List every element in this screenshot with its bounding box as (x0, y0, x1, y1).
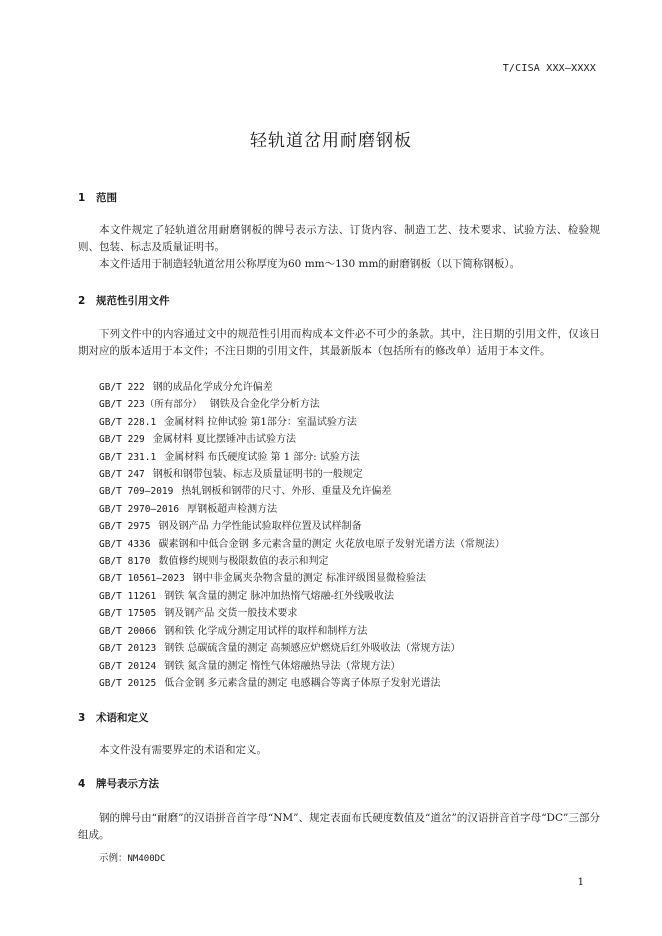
reference-code: GB/T 10561—2023 (99, 573, 185, 585)
reference-code: GB/T 247 (99, 469, 145, 481)
reference-item (99, 553, 505, 570)
reference-item (99, 623, 505, 640)
reference-code: GB/T 20125 (99, 677, 157, 689)
reference-item (99, 675, 505, 692)
reference-code: GB/T 2975 (99, 521, 151, 533)
reference-code: GB/T 20066 (99, 625, 157, 637)
section-title: 范围 (96, 192, 117, 204)
normative-reference-list (99, 379, 505, 692)
section-1-heading (78, 190, 117, 205)
section-number: 3 (78, 712, 86, 724)
reference-item (99, 431, 505, 448)
reference-code: GB/T 231.1 (99, 451, 157, 463)
document-title: 轻轨道岔用耐磨钢板 (250, 131, 412, 151)
section-number: 1 (78, 192, 86, 204)
reference-item (99, 640, 505, 657)
reference-code: GB/T 8170 (99, 556, 151, 568)
reference-title: 金属材料 拉伸试验 第1部分：室温试验方法 (164, 416, 357, 428)
document-code: T/CISA XXX—XXXX (502, 63, 596, 74)
reference-item (99, 449, 505, 466)
reference-title: 低合金钢 多元素含量的测定 电感耦合等离子体原子发射光谱法 (164, 677, 441, 689)
example-value: NM400DC (127, 854, 166, 864)
reference-item (99, 414, 505, 431)
reference-item (99, 588, 505, 605)
section-3-heading (78, 710, 149, 725)
reference-item (99, 658, 505, 675)
reference-item (99, 379, 505, 396)
reference-code: GB/T 2970—2016 (99, 503, 180, 515)
reference-code: GB/T 20123 (99, 643, 157, 655)
section-4-paragraph-1: 钢的牌号由“耐磨”的汉语拼音首字母“NM”、规定表面布氏硬度数值及“道岔”的汉语拼音首字母“DC”三部分组成。 (78, 812, 600, 841)
reference-title: 厚钢板超声检测方法 (187, 503, 278, 515)
section-number: 2 (78, 295, 86, 307)
reference-title: 钢铁 总碳硫含量的测定 高频感应炉燃烧后红外吸收法（常规方法） (164, 643, 461, 655)
page-number: 1 (577, 877, 584, 888)
reference-item (99, 570, 505, 587)
section-title: 规范性引用文件 (96, 295, 170, 307)
reference-title: 钢中非金属夹杂物含量的测定 标准评级图显微检验法 (192, 573, 426, 585)
reference-code: GB/T 11261 (99, 590, 157, 602)
reference-title: 钢板和钢带包装、标志及质量证明书的一般规定 (152, 469, 363, 481)
section-3-paragraph-1: 本文件没有需要界定的术语和定义。 (99, 744, 267, 756)
reference-title: 钢铁 氮含量的测定 惰性气体熔融热导法（常规方法） (164, 660, 401, 672)
reference-code: GB/T 222 (99, 382, 145, 393)
reference-code: GB/T 229 (99, 434, 145, 446)
reference-title: 金属材料 夏比摆锤冲击试验方法 (152, 434, 296, 446)
section-number: 4 (78, 778, 86, 790)
example-line (99, 850, 165, 864)
reference-title: 钢铁 氧含量的测定 脉冲加热惰气熔融-红外线吸收法 (164, 590, 394, 602)
reference-title: 钢的成品化学成分允许偏差 (152, 382, 273, 393)
section-title: 术语和定义 (96, 712, 149, 724)
reference-title: 碳素钢和中低合金钢 多元素含量的测定 火花放电原子发射光谱方法（常规法） (158, 538, 505, 550)
reference-title: 钢铁及合金化学分析方法 (209, 399, 320, 411)
section-2-paragraph-1: 下列文件中的内容通过文中的规范性引用而构成本文件必不可少的条款。其中，注日期的引用文件，仅该日期对应的版本适用于本文件；不注日期的引用文件，其最新版本（包括所有的修改单）适用于本文件。 (78, 328, 600, 357)
reference-code: GB/T 228.1 (99, 416, 157, 428)
reference-title: 钢及钢产品 力学性能试验取样位置及试样制备 (158, 521, 362, 533)
reference-title: 数值修约规则与极限数值的表示和判定 (158, 556, 329, 568)
reference-title: 热轧钢板和钢带的尺寸、外形、重量及允许偏差 (181, 486, 392, 498)
section-title: 牌号表示方法 (96, 778, 159, 790)
reference-item (99, 605, 505, 622)
reference-title: 钢和铁 化学成分测定用试样的取样和制样方法 (164, 625, 368, 637)
example-label: 示例： (99, 853, 128, 864)
reference-item (99, 536, 505, 553)
section-1-paragraph-2: 本文件适用于制造轻轨道岔用公称厚度为60 mm～130 mm的耐磨钢板（以下简称钢板）。 (99, 258, 521, 270)
reference-code: GB/T 17505 (99, 608, 157, 620)
section-4-heading (78, 776, 159, 791)
reference-item (99, 483, 505, 500)
section-1-paragraph-1: 本文件规定了轻轨道岔用耐磨钢板的牌号表示方法、订货内容、制造工艺、技术要求、试验方法、检验规则、包装、标志及质量证明书。 (78, 224, 600, 253)
reference-code: GB/T 223（所有部分） (99, 399, 202, 411)
reference-item (99, 518, 505, 535)
reference-code: GB/T 20124 (99, 660, 157, 672)
reference-code: GB/T 4336 (99, 538, 151, 550)
reference-item (99, 501, 505, 518)
reference-item (99, 466, 505, 483)
section-2-heading (78, 293, 170, 308)
reference-title: 金属材料 布氏硬度试验 第 1 部分: 试验方法 (164, 451, 360, 463)
reference-title: 钢及钢产品 交货一般技术要求 (164, 608, 298, 620)
reference-code: GB/T 709—2019 (99, 486, 174, 498)
reference-item (99, 396, 505, 413)
